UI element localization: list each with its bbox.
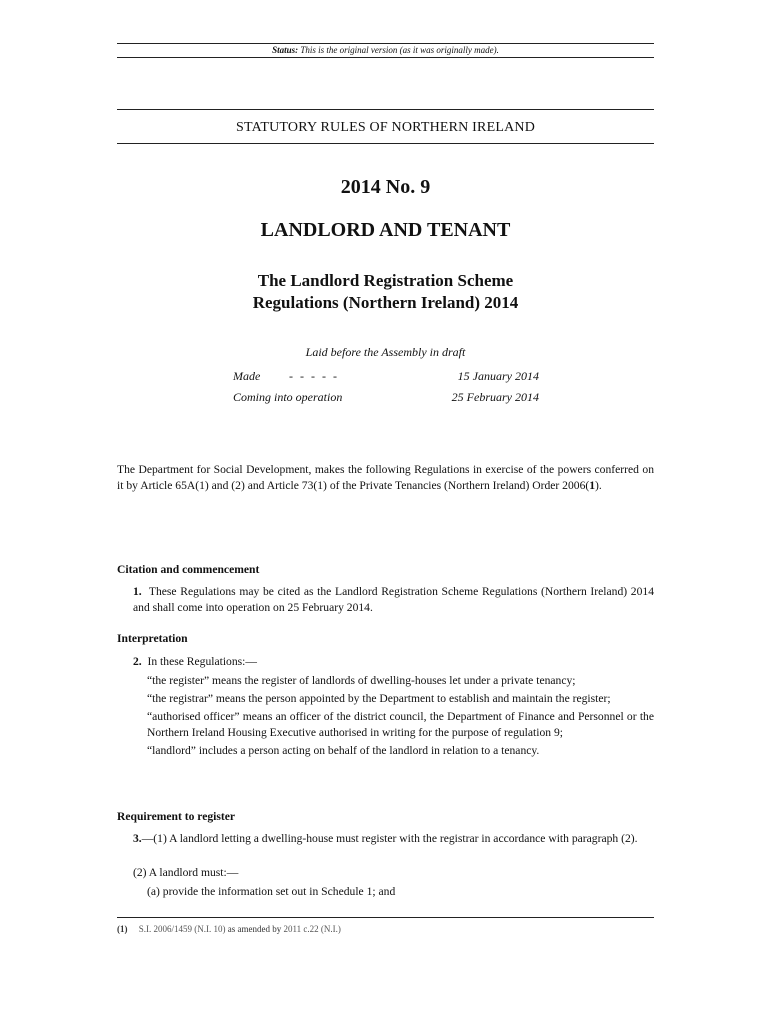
definition-item: “the register” means the register of landlords of dwelling-houses let under a private tenancy; — [147, 674, 576, 687]
series-bottom-rule — [117, 143, 654, 144]
made-label: Made — [233, 369, 261, 383]
preamble-text-b: ). — [595, 479, 602, 492]
requirement-number: 3. — [133, 832, 142, 845]
requirement-paragraph-1 — [117, 831, 654, 847]
series-top-rule — [117, 109, 654, 110]
footnote-text: as amended by — [225, 924, 284, 934]
definition-item: “the registrar” means the person appointed by the Department to establish and maintain the register; — [147, 692, 611, 705]
title-line-2: Regulations (Northern Ireland) 2014 — [252, 293, 519, 312]
definition-item: “landlord” includes a person acting on behalf of the landlord in relation to a tenancy. — [147, 744, 540, 757]
interpretation-intro — [117, 654, 654, 670]
coming-date: 25 February 2014 — [451, 390, 539, 404]
footnote-ref-link[interactable]: 1 — [589, 479, 596, 492]
definitions-list — [147, 673, 654, 761]
instrument-title — [117, 270, 654, 314]
subject-heading: LANDLORD AND TENANT — [260, 219, 511, 241]
coming-label: Coming into operation — [233, 390, 343, 404]
footnote-rule — [117, 917, 654, 918]
laid-before-line: Laid before the Assembly in draft — [305, 345, 466, 359]
interpretation-heading: Interpretation — [117, 632, 188, 645]
footnote — [117, 924, 341, 934]
made-dashes: - - - - - — [289, 369, 339, 383]
coming-into-operation-row — [233, 390, 539, 406]
requirement-para1-text: —(1) A landlord letting a dwelling-house must register with the registrar in accordance with paragraph (2). — [141, 832, 638, 845]
made-date-row — [233, 369, 539, 385]
status-bottom-rule — [117, 57, 654, 58]
instrument-number: 2014 No. 9 — [340, 176, 431, 198]
status-label: Status: — [272, 45, 299, 55]
document-page — [117, 0, 654, 1024]
requirement-paragraph-2a: (a) provide the information set out in Schedule 1; and — [147, 885, 396, 898]
footnote-citation-link[interactable]: S.I. 2006/1459 (N.I. 10) — [138, 924, 226, 934]
footnote-number: (1) — [117, 924, 128, 934]
interpretation-intro-text: In these Regulations:— — [147, 655, 257, 668]
citation-paragraph — [117, 584, 654, 616]
citation-number: 1. — [133, 585, 142, 598]
preamble — [117, 462, 654, 494]
interpretation-number: 2. — [133, 655, 142, 668]
title-line-1: The Landlord Registration Scheme — [257, 271, 514, 290]
footnote-amendment-link[interactable]: 2011 c.22 (N.I.) — [283, 924, 341, 934]
series-title: STATUTORY RULES OF NORTHERN IRELAND — [235, 120, 536, 135]
requirement-heading: Requirement to register — [117, 810, 236, 823]
definition-item: “authorised officer” means an officer of the district council, the Department of Finance and Personnel or the Northern Ireland Housing Executive authorised in writing for the purpose of regulation 9; — [147, 710, 654, 739]
status-top-rule — [117, 43, 654, 44]
status-text: This is the original version (as it was originally made). — [300, 45, 499, 55]
status-bar — [117, 45, 654, 55]
made-date: 15 January 2014 — [457, 369, 539, 383]
citation-text: These Regulations may be cited as the Landlord Registration Scheme Regulations (Northern Ireland) 2014 and shall come into operation on 25 February 2014. — [133, 585, 654, 614]
requirement-paragraph-2: (2) A landlord must:— — [133, 866, 239, 879]
preamble-text-a: The Department for Social Development, makes the following Regulations in exercise of the powers conferred on it by Article 65A(1) and (2) and Article 73(1) of the Private Tenancies (Northern Ireland) Order 2006( — [117, 463, 654, 492]
citation-heading: Citation and commencement — [117, 563, 260, 576]
